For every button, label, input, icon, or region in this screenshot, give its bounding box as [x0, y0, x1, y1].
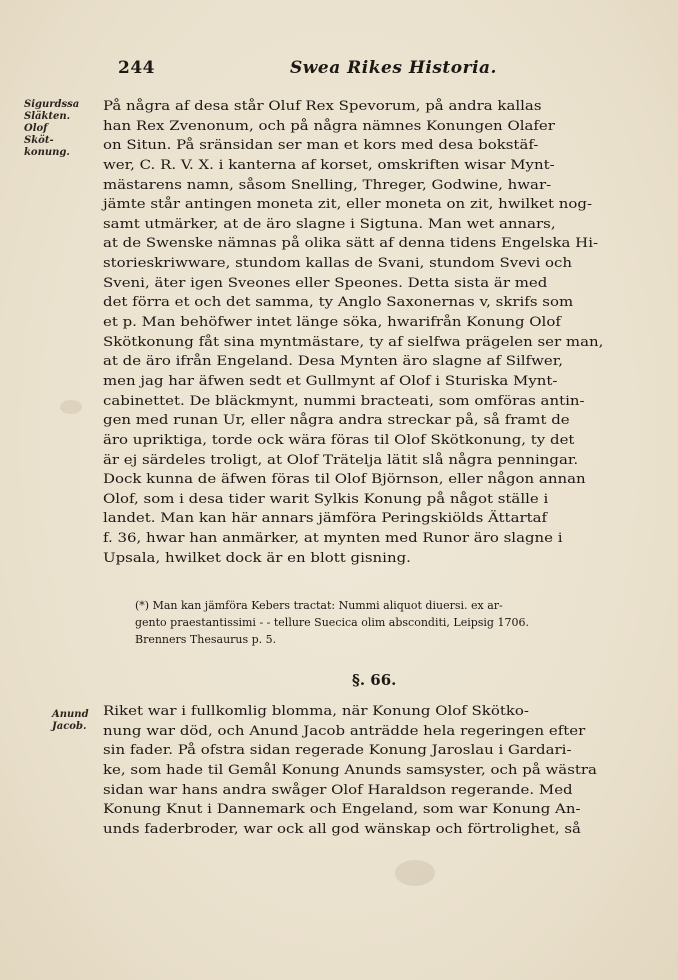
text-line: jämte står antingen moneta zit, eller moneta on zit, hwilket nog- — [103, 197, 593, 213]
section-text — [103, 702, 655, 839]
text-line: ke, som hade til Gemål Konung Anunds samsyster, och på wästra — [103, 762, 597, 778]
running-title: Swea Rikes Historia. — [290, 58, 497, 78]
text-line: sin fader. På ofstra sidan regerade Konung Jaroslau i Gardari- — [103, 743, 572, 759]
footnote-line: gento praestantissimi - - tellure Suecica olim absconditi, Leipsig 1706. — [135, 616, 529, 629]
text-line: f. 36, hwar han anmärker, at mynten med Runor äro slagne i — [103, 531, 563, 547]
running-head — [110, 56, 570, 82]
text-line: gen med runan Ur, eller några andra streckar på, så framt de — [103, 413, 570, 429]
text-line: mästarens namn, såsom Snelling, Threger, Godwine, hwar- — [103, 177, 552, 193]
text-line: han Rex Zvenonum, och på några nämnes Konungen Olafer — [103, 118, 555, 134]
text-line: on Situn. På sränsidan ser man et kors med desa bokstäf- — [103, 138, 539, 154]
text-line: Konung Knut i Dannemark och Engeland, som war Konung An- — [103, 802, 581, 818]
paper-stain — [395, 860, 435, 886]
text-line: Olof, som i desa tider warit Sylkis Konung på något ställe i — [103, 491, 549, 507]
margin-note-sigurdssa: Sigurdssa Släkten. Olof Sköt- konung. — [24, 99, 80, 158]
text-line: men jag har äfwen sedt et Gullmynt af Olof i Sturiska Mynt- — [103, 373, 558, 389]
text-line: landet. Man kan här annars jämföra Peringskiölds Ättartaf — [103, 511, 548, 527]
paper-stain — [60, 400, 82, 414]
text-line: at de Swenske nämnas på olika sätt af denna tidens Engelska Hi- — [103, 236, 599, 252]
footnote-line: Brenners Thesaurus p. 5. — [135, 633, 277, 646]
section-heading: §. 66. — [352, 671, 397, 689]
text-line: cabinettet. De bläckmynt, nummi bracteati, som omföras antin- — [103, 393, 585, 409]
text-line: et p. Man behöfwer intet länge söka, hwarifrån Konung Olof — [103, 315, 561, 331]
text-line: äro upriktiga, torde ock wära föras til Olof Skötkonung, ty det — [103, 432, 575, 448]
main-text — [103, 97, 655, 568]
text-line: det förra et och det samma, ty Anglo Saxonernas v, skrifs som — [103, 295, 574, 311]
text-line: unds faderbroder, war ock all god wänskap och förtrolighet, så — [103, 821, 581, 837]
text-line: storieskriwware, stundom kallas de Svani, stundom Svevi och — [103, 256, 573, 272]
text-line: samt utmärker, at de äro slagne i Sigtuna. Man wet annars, — [103, 216, 556, 232]
text-line: Upsala, hwilket dock är en blott gisning. — [103, 550, 411, 566]
margin-note-anund-jacob: Anund Jacob. — [52, 709, 89, 732]
text-line: wer, C. R. V. X. i kanterna af korset, omskriften wisar Mynt- — [103, 157, 555, 173]
footnote-line: (*) Man kan jämföra Kebers tractat: Nummi aliquot diuersi. ex ar- — [135, 599, 503, 612]
text-line: Riket war i fullkomlig blomma, när Konung Olof Skötko- — [103, 704, 529, 719]
text-line: nung war död, och Anund Jacob anträdde hela regeringen efter — [103, 723, 586, 739]
text-line: Sveni, äter igen Sveones eller Speones. Detta sista är med — [103, 275, 548, 291]
text-line: Skötkonung fåt sina myntmästare, ty af sielfwa prägelen ser man, — [103, 334, 604, 350]
text-line: at de äro ifrån Engeland. Desa Mynten äro slagne af Silfwer, — [103, 354, 563, 370]
page-number: 244 — [118, 58, 155, 78]
text-line: sidan war hans andra swåger Olof Haraldson regerande. Med — [103, 782, 573, 798]
text-line: På några af desa står Oluf Rex Spevorum, på andra kallas — [103, 99, 542, 114]
footnote — [135, 597, 655, 648]
text-line: Dock kunna de äfwen föras til Olof Björnson, eller någon annan — [103, 472, 586, 488]
text-line: är ej särdeles troligt, at Olof Trätelja lätit slå några penningar. — [103, 452, 579, 468]
